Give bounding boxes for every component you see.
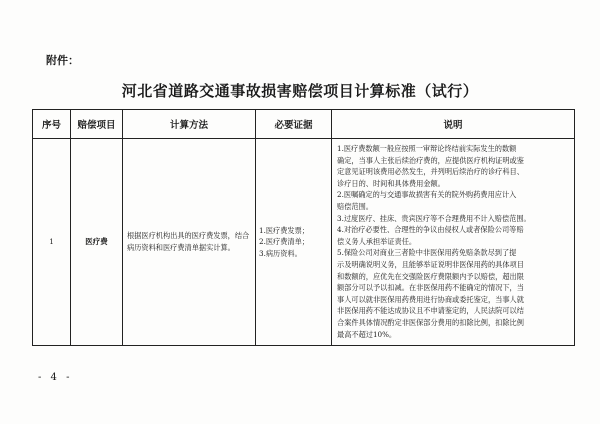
note-line: 额部分可以予以扣减。在非医保用药不能确定的情况下，当 [337,283,524,293]
row-evidence [256,139,332,346]
note-line: 赔偿范围。 [337,201,373,211]
header-method: 计算方法 [123,110,256,139]
note-line: 偿义务人承担举证责任。 [337,236,417,246]
note-line: 定意见证明该费用必然发生，并列明后续治疗的诊疗科目、 [337,167,524,177]
header-item: 赔偿项目 [71,110,123,139]
note-line: 事人可以就非医保用药费用进行协商或委托鉴定，当事人就 [337,294,524,304]
note-line: 合案件具体情况酌定非医保部分费用的扣除比例，扣除比例 [337,317,524,327]
note-line: 5.保险公司对商业三者险中非医保用药免赔条款尽到了提 [337,248,517,258]
note-line: 非医保用药不能达成协议且不申请鉴定的，人民法院可以结 [337,306,524,316]
note-line: 最高不超过10%。 [337,329,397,339]
page-number: - 4 - [38,372,73,383]
row-notes [332,139,575,346]
note-line: 诊疗日的、时间和具体费用金额。 [337,178,445,188]
row-method: 根据医疗机构出具的医疗费发票，结合病历资料和医疗费清单据实计算。 [123,139,256,346]
table-row [33,139,575,346]
attachment-label: 附件： [46,54,79,67]
evidence-line: 2.医疗费清单； [259,237,309,247]
header-notes: 说明 [332,110,575,139]
row-number: 1 [33,139,71,346]
evidence-line: 1.医疗费发票； [259,225,309,235]
row-item: 医疗费 [71,139,123,346]
header-no: 序号 [33,110,71,139]
document-title: 河北省道路交通事故损害赔偿项目计算标准（试行） [121,82,479,100]
table-header-row [33,110,575,139]
compensation-table [32,109,575,346]
note-line: 和数额的，应优先在交强险医疗费限额内予以赔偿，超出限 [337,271,524,281]
note-line: 示及明确说明义务，且能够举证说明非医保用药的具体项目 [337,259,524,269]
note-line: 3.过度医疗、挂床、贵宾医疗等不合理费用不计入赔偿范围。 [337,213,531,223]
evidence-line: 3.病历资料。 [259,248,302,258]
header-evidence: 必要证据 [256,110,332,139]
note-line: 2.医嘱确定的与交通事故损害有关的院外购药费用应计入 [337,190,517,200]
note-line: 1.医疗费数额一般应按照一审辩论终结前实际发生的数额 [337,144,517,153]
note-line: 确定，当事人主张后续治疗费的，应提供医疗机构证明或鉴 [337,155,524,165]
note-line: 4.对治疗必要性、合理性的争议由侵权人或者保险公司等赔 [337,225,524,235]
